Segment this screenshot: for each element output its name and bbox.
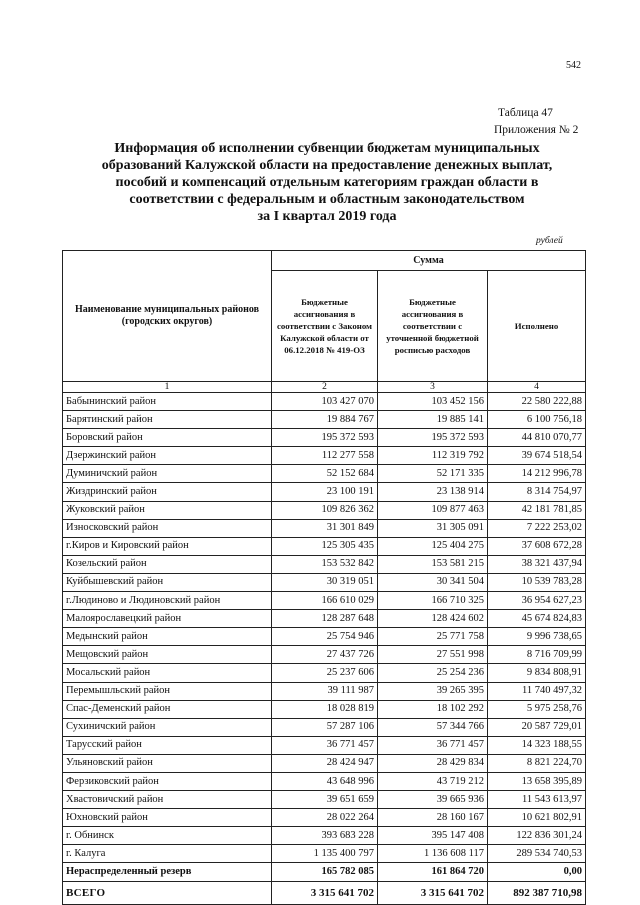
header-sum: Сумма (272, 251, 586, 271)
table-row (63, 845, 586, 863)
row-law-value: 103 427 070 (272, 393, 378, 411)
row-executed-value: 8 314 754,97 (488, 483, 586, 501)
row-refined-value: 31 305 091 (378, 519, 488, 537)
row-executed-value: 10 539 783,28 (488, 573, 586, 591)
row-law-value: 125 305 435 (272, 537, 378, 555)
table-row (63, 791, 586, 809)
row-executed-value: 42 181 781,85 (488, 501, 586, 519)
row-executed-value: 45 674 824,83 (488, 610, 586, 628)
row-law-value: 18 028 819 (272, 700, 378, 718)
row-executed-value: 6 100 756,18 (488, 411, 586, 429)
row-law-value: 31 301 849 (272, 519, 378, 537)
table-row (63, 682, 586, 700)
appendix-label: Приложения № 2 (494, 124, 579, 136)
row-refined-value: 27 551 998 (378, 646, 488, 664)
row-law-value: 393 683 228 (272, 827, 378, 845)
row-name: Спас-Деменский район (63, 700, 272, 718)
row-executed-value: 9 834 808,91 (488, 664, 586, 682)
header-executed: Исполнено (488, 271, 586, 382)
row-law-value: 30 319 051 (272, 573, 378, 591)
table-row (63, 537, 586, 555)
header-law-allocations: Бюджетные ассигнования в соответствии с Законом Калужской области от 06.12.2018 № 419-ОЗ (272, 271, 378, 382)
column-number: 2 (272, 382, 378, 393)
row-law-value: 28 022 264 (272, 809, 378, 827)
row-executed-value: 9 996 738,65 (488, 628, 586, 646)
row-name: Куйбышевский район (63, 573, 272, 591)
table-row (63, 429, 586, 447)
table-body (63, 393, 586, 863)
row-name: Жуковский район (63, 501, 272, 519)
row-refined-value: 28 160 167 (378, 809, 488, 827)
row-refined-value: 23 138 914 (378, 483, 488, 501)
row-refined-value: 166 710 325 (378, 592, 488, 610)
row-executed-value: 122 836 301,24 (488, 827, 586, 845)
header-refined-allocations: Бюджетные ассигнования в соответствии с уточненной бюджетной росписью расходов (378, 271, 488, 382)
row-law-value: 112 277 558 (272, 447, 378, 465)
table-row (63, 501, 586, 519)
table-row (63, 447, 586, 465)
row-refined-value: 1 136 608 117 (378, 845, 488, 863)
row-executed-value: 892 387 710,98 (488, 881, 586, 904)
page-number: 542 (566, 60, 581, 71)
units-label: рублей (536, 236, 563, 246)
row-executed-value: 39 674 518,54 (488, 447, 586, 465)
row-executed-value: 8 821 224,70 (488, 754, 586, 772)
title-line: Информация об исполнении субвенции бюджетам муниципальных (114, 141, 540, 156)
row-name: Бабынинский район (63, 393, 272, 411)
row-name: Износковский район (63, 519, 272, 537)
row-law-value: 39 651 659 (272, 791, 378, 809)
row-law-value: 128 287 648 (272, 610, 378, 628)
row-name: Малоярославецкий район (63, 610, 272, 628)
row-refined-value: 3 315 641 702 (378, 881, 488, 904)
row-name: г.Киров и Кировский район (63, 537, 272, 555)
column-number: 3 (378, 382, 488, 393)
row-refined-value: 195 372 593 (378, 429, 488, 447)
row-law-value: 43 648 996 (272, 772, 378, 790)
row-executed-value: 8 716 709,99 (488, 646, 586, 664)
row-law-value: 195 372 593 (272, 429, 378, 447)
table-row (63, 754, 586, 772)
row-name: Мосальский район (63, 664, 272, 682)
row-law-value: 3 315 641 702 (272, 881, 378, 904)
row-name: Мещовский район (63, 646, 272, 664)
document-title (72, 140, 582, 225)
title-line: пособий и компенсаций отдельным категориям граждан области в (115, 175, 539, 190)
table-row (63, 664, 586, 682)
row-name: Козельский район (63, 555, 272, 573)
row-name: Юхновский район (63, 809, 272, 827)
table-row (63, 772, 586, 790)
row-refined-value: 153 581 215 (378, 555, 488, 573)
table-row (63, 628, 586, 646)
row-name: Жиздринский район (63, 483, 272, 501)
row-law-value: 25 237 606 (272, 664, 378, 682)
header-name-column: Наименование муниципальных районов (городских округов) (63, 251, 272, 382)
row-law-value: 23 100 191 (272, 483, 378, 501)
table-row (63, 610, 586, 628)
row-executed-value: 14 212 996,78 (488, 465, 586, 483)
row-name: Медынский район (63, 628, 272, 646)
row-name: Сухиничский район (63, 718, 272, 736)
title-line: образований Калужской области на предоставление денежных выплат, (101, 158, 553, 173)
table-row (63, 736, 586, 754)
row-name: Хвастовичский район (63, 791, 272, 809)
table-row (63, 411, 586, 429)
row-executed-value: 14 323 188,55 (488, 736, 586, 754)
row-refined-value: 39 265 395 (378, 682, 488, 700)
row-name: г. Калуга (63, 845, 272, 863)
row-refined-value: 28 429 834 (378, 754, 488, 772)
row-refined-value: 57 344 766 (378, 718, 488, 736)
row-refined-value: 39 665 936 (378, 791, 488, 809)
row-name: Барятинский район (63, 411, 272, 429)
row-refined-value: 161 864 720 (378, 863, 488, 881)
row-refined-value: 109 877 463 (378, 501, 488, 519)
subvention-table (62, 250, 586, 905)
row-law-value: 109 826 362 (272, 501, 378, 519)
row-executed-value: 5 975 258,76 (488, 700, 586, 718)
table-row (63, 646, 586, 664)
row-refined-value: 125 404 275 (378, 537, 488, 555)
row-refined-value: 128 424 602 (378, 610, 488, 628)
row-name: Ферзиковский район (63, 772, 272, 790)
row-name: Тарусский район (63, 736, 272, 754)
row-law-value: 39 111 987 (272, 682, 378, 700)
row-executed-value: 36 954 627,23 (488, 592, 586, 610)
row-refined-value: 30 341 504 (378, 573, 488, 591)
table-row (63, 483, 586, 501)
column-number: 4 (488, 382, 586, 393)
row-law-value: 165 782 085 (272, 863, 378, 881)
row-refined-value: 25 254 236 (378, 664, 488, 682)
reserve-row (63, 863, 586, 881)
row-executed-value: 10 621 802,91 (488, 809, 586, 827)
row-executed-value: 22 580 222,88 (488, 393, 586, 411)
table-label: Таблица 47 (498, 107, 553, 119)
row-executed-value: 0,00 (488, 863, 586, 881)
table-row (63, 555, 586, 573)
row-refined-value: 18 102 292 (378, 700, 488, 718)
table-row (63, 592, 586, 610)
row-refined-value: 395 147 408 (378, 827, 488, 845)
row-executed-value: 7 222 253,02 (488, 519, 586, 537)
title-line: за I квартал 2019 года (257, 209, 397, 224)
table-row (63, 718, 586, 736)
table-row (63, 827, 586, 845)
row-law-value: 27 437 726 (272, 646, 378, 664)
table-row (63, 809, 586, 827)
row-law-value: 36 771 457 (272, 736, 378, 754)
row-executed-value: 44 810 070,77 (488, 429, 586, 447)
row-refined-value: 36 771 457 (378, 736, 488, 754)
row-name: Дзержинский район (63, 447, 272, 465)
row-name: Перемышльский район (63, 682, 272, 700)
row-law-value: 52 152 684 (272, 465, 378, 483)
table-row (63, 519, 586, 537)
row-executed-value: 11 740 497,32 (488, 682, 586, 700)
row-name: Боровский район (63, 429, 272, 447)
row-refined-value: 25 771 758 (378, 628, 488, 646)
row-name: г.Людиново и Людиновский район (63, 592, 272, 610)
row-name: ВСЕГО (63, 881, 272, 904)
row-executed-value: 38 321 437,94 (488, 555, 586, 573)
row-executed-value: 11 543 613,97 (488, 791, 586, 809)
total-row (63, 881, 586, 904)
row-law-value: 57 287 106 (272, 718, 378, 736)
row-executed-value: 13 658 395,89 (488, 772, 586, 790)
table-row (63, 700, 586, 718)
row-refined-value: 112 319 792 (378, 447, 488, 465)
row-refined-value: 103 452 156 (378, 393, 488, 411)
row-name: Нераспределенный резерв (63, 863, 272, 881)
row-executed-value: 37 608 672,28 (488, 537, 586, 555)
row-law-value: 153 532 842 (272, 555, 378, 573)
table-row (63, 393, 586, 411)
row-law-value: 28 424 947 (272, 754, 378, 772)
row-law-value: 166 610 029 (272, 592, 378, 610)
table-row (63, 573, 586, 591)
row-refined-value: 52 171 335 (378, 465, 488, 483)
row-law-value: 25 754 946 (272, 628, 378, 646)
row-law-value: 19 884 767 (272, 411, 378, 429)
row-name: Ульяновский район (63, 754, 272, 772)
row-executed-value: 289 534 740,53 (488, 845, 586, 863)
title-line: соответствии с федеральным и областным законодательством (129, 192, 525, 207)
table-row (63, 465, 586, 483)
row-name: Думиничский район (63, 465, 272, 483)
row-name: г. Обнинск (63, 827, 272, 845)
row-executed-value: 20 587 729,01 (488, 718, 586, 736)
row-refined-value: 43 719 212 (378, 772, 488, 790)
column-number: 1 (63, 382, 272, 393)
row-law-value: 1 135 400 797 (272, 845, 378, 863)
row-refined-value: 19 885 141 (378, 411, 488, 429)
